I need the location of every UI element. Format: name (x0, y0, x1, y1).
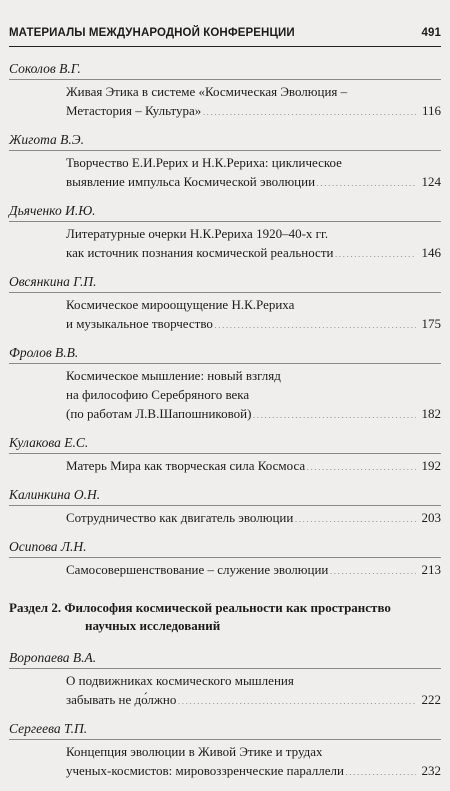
toc-entry-page: 213 (421, 562, 441, 577)
table-of-contents (9, 60, 441, 791)
toc-entry-last-line (66, 172, 441, 191)
toc-entry-page: 146 (421, 245, 441, 260)
toc-entry-title (66, 508, 441, 527)
toc-entry-title-line: ученых-космистов: мировоззренческие параллели (66, 763, 344, 778)
toc-entry-title (66, 224, 441, 262)
toc-entry (9, 720, 441, 780)
toc-entry-title (66, 742, 441, 780)
toc-entry-title (66, 295, 441, 333)
dot-leader (334, 244, 416, 257)
toc-entry-title-line: Литературные очерки Н.К.Рериха 1920–40-х гг. (66, 226, 329, 241)
toc-list-section-2 (9, 649, 441, 780)
dot-leader (329, 561, 416, 574)
toc-entry-page: 116 (421, 103, 441, 118)
section-heading-line-1: Раздел 2. Философия космической реальности как пространство (9, 600, 391, 615)
entry-divider (9, 739, 441, 740)
toc-entry-title-line: Живая Этика в системе «Космическая Эволюция – (66, 84, 348, 99)
toc-entry-page: 175 (421, 316, 441, 331)
toc-entry-title-line: (по работам Л.В.Шапошниковой) (66, 406, 252, 421)
toc-entry-last-line (66, 456, 441, 475)
toc-entry-title (66, 671, 441, 709)
toc-entry-last-line (66, 560, 441, 579)
toc-entry-last-line (66, 404, 441, 423)
toc-entry-title (66, 153, 441, 191)
toc-entry-title-line: на философию Серебряного века (66, 387, 250, 402)
section-heading-line-2: научных исследований (85, 618, 221, 633)
toc-entry (9, 131, 441, 191)
toc-entry-title-line: Метастория – Культура» (66, 103, 202, 118)
toc-entry-title-line: забывать не до́лжно (66, 692, 177, 707)
toc-entry (9, 60, 441, 120)
dot-leader (177, 691, 416, 704)
toc-entry-title-line: Самосовершенствование – служение эволюции (66, 562, 329, 577)
toc-entry-title (66, 366, 441, 423)
toc-entry-title-line: как источник познания космической реальности (66, 245, 334, 260)
entry-divider (9, 668, 441, 669)
toc-entry-title (66, 82, 441, 120)
toc-entry-last-line (66, 508, 441, 527)
toc-entry-title-line: Творчество Е.И.Рерих и Н.К.Рериха: циклическое (66, 155, 342, 170)
toc-entry-author: Дьяченко И.Ю. (9, 203, 96, 218)
section-heading (9, 599, 441, 635)
dot-leader (252, 405, 416, 418)
dot-leader (316, 173, 416, 186)
toc-entry-title-line: Сотрудничество как двигатель эволюции (66, 510, 294, 525)
toc-entry-title-line: Концепция эволюции в Живой Этике и трудах (66, 744, 323, 759)
toc-entry-title-line: Космическое мышление: новый взгляд (66, 368, 281, 383)
toc-entry-title-line: Матерь Мира как творческая сила Космоса (66, 458, 306, 473)
running-header (9, 22, 441, 44)
toc-entry-author: Осипова Л.Н. (9, 539, 87, 554)
entry-divider (9, 79, 441, 80)
entry-divider (9, 557, 441, 558)
toc-entry-title-line: и музыкальное творчество (66, 316, 213, 331)
toc-entry (9, 486, 441, 527)
toc-entry-title-line: О подвижниках космического мышления (66, 673, 294, 688)
toc-entry (9, 344, 441, 423)
entry-divider (9, 221, 441, 222)
toc-entry-author: Жигота В.Э. (9, 132, 85, 147)
toc-entry-last-line (66, 243, 441, 262)
toc-entry-last-line (66, 101, 441, 120)
dot-leader (294, 509, 416, 522)
toc-entry-page: 222 (421, 692, 441, 707)
toc-entry-page: 182 (421, 406, 441, 421)
toc-entry-author: Фролов В.В. (9, 345, 79, 360)
toc-entry-author: Овсянкина Г.П. (9, 274, 97, 289)
toc-entry-author: Сергеева Т.П. (9, 721, 88, 736)
dot-leader (202, 102, 416, 115)
toc-entry-title (66, 560, 441, 579)
toc-entry (9, 273, 441, 333)
toc-entry-page: 124 (421, 174, 441, 189)
header-title: МАТЕРИАЛЫ МЕЖДУНАРОДНОЙ КОНФЕРЕНЦИИ (9, 27, 295, 39)
dot-leader (214, 315, 416, 328)
toc-entry (9, 538, 441, 579)
entry-divider (9, 150, 441, 151)
toc-entry (9, 434, 441, 475)
toc-entry-title (66, 456, 441, 475)
entry-divider (9, 453, 441, 454)
dot-leader (306, 457, 416, 470)
entry-divider (9, 363, 441, 364)
toc-entry-page: 203 (421, 510, 441, 525)
toc-entry-title-line: Космическое мироощущение Н.К.Рериха (66, 297, 295, 312)
toc-list-section-1 (9, 60, 441, 579)
toc-entry-author: Воропаева В.А. (9, 650, 97, 665)
toc-entry (9, 202, 441, 262)
toc-entry-author: Калинкина О.Н. (9, 487, 101, 502)
page-number: 491 (421, 27, 441, 39)
header-divider (9, 46, 441, 47)
toc-entry-page: 232 (421, 763, 441, 778)
entry-divider (9, 292, 441, 293)
toc-entry-last-line (66, 314, 441, 333)
toc-entry-author: Соколов В.Г. (9, 61, 81, 76)
toc-entry (9, 649, 441, 709)
toc-entry-page: 192 (421, 458, 441, 473)
entry-divider (9, 505, 441, 506)
toc-entry-last-line (66, 690, 441, 709)
toc-entry-author: Кулакова Е.С. (9, 435, 89, 450)
toc-entry-title-line: выявление импульса Космической эволюции (66, 174, 316, 189)
toc-entry-last-line (66, 761, 441, 780)
dot-leader (345, 762, 416, 775)
